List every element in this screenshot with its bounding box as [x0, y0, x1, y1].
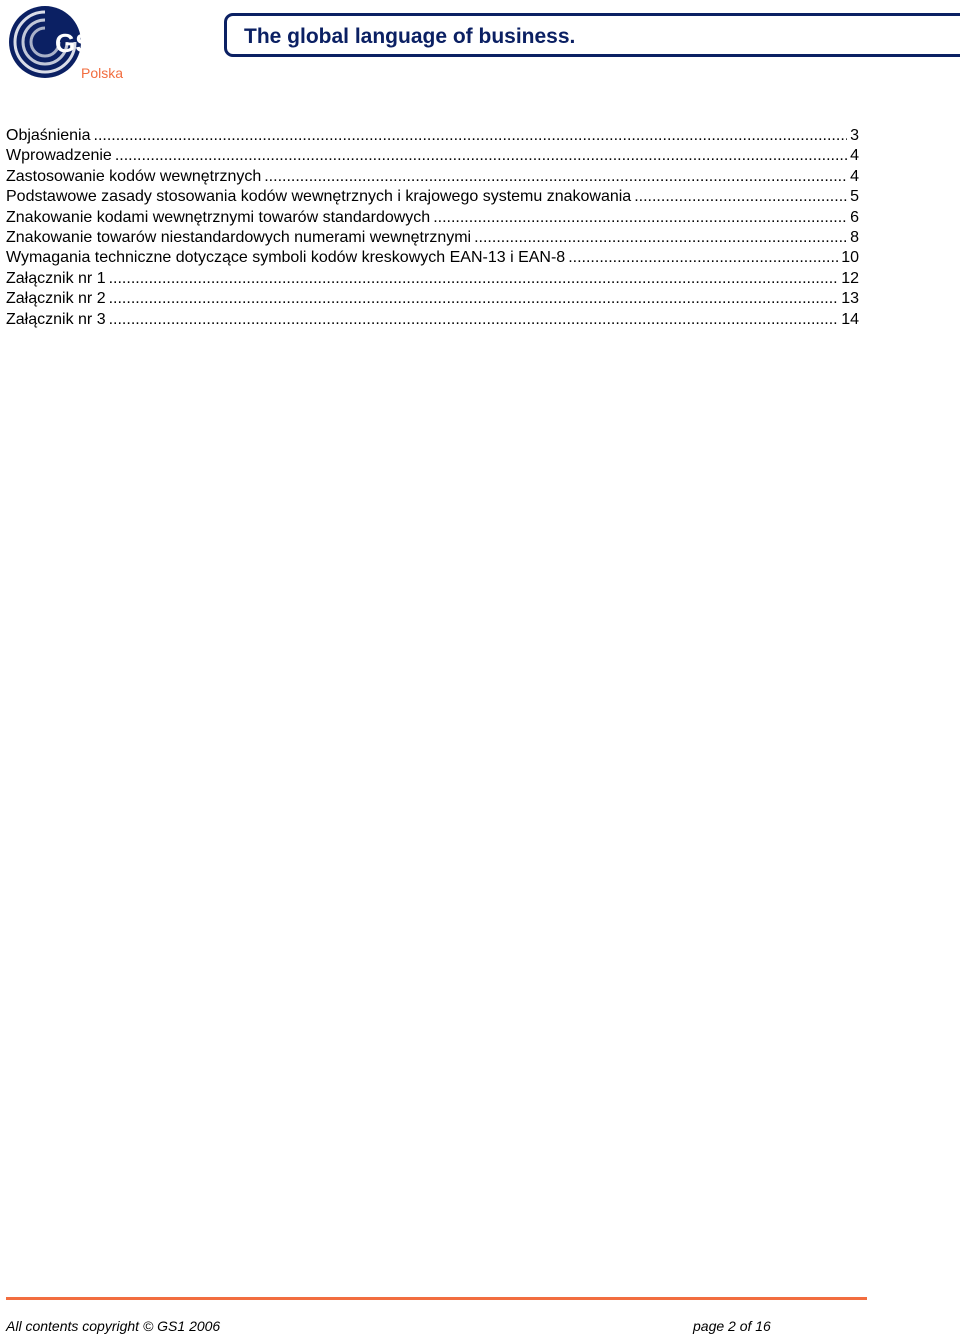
footer-divider — [6, 1297, 867, 1300]
toc-entry-page: 8 — [850, 228, 859, 246]
logo-subtext: Polska — [81, 65, 124, 81]
toc-entry[interactable] — [6, 269, 859, 289]
toc-entry-page: 5 — [850, 188, 859, 206]
toc-entry-page: 3 — [850, 127, 859, 144]
toc-entry-page: 4 — [850, 147, 859, 165]
toc-entry-page: 13 — [841, 290, 859, 308]
toc-entry[interactable] — [6, 126, 859, 146]
toc-entry[interactable] — [6, 248, 859, 268]
toc-leader-dots — [474, 228, 847, 248]
toc-entry[interactable] — [6, 167, 859, 187]
gs1-polska-logo — [5, 4, 130, 84]
toc-entry-title: Wprowadzenie — [6, 147, 112, 165]
toc-entry-page: 4 — [850, 167, 859, 185]
toc-entry-title: Załącznik nr 3 — [6, 310, 106, 328]
toc-entry-title: Podstawowe zasady stosowania kodów wewnętrznych i krajowego systemu znakowania — [6, 188, 632, 206]
toc-entry-title: Wymagania techniczne dotyczące symboli kodów kreskowych EAN-13 i EAN-8 — [6, 249, 566, 267]
logo-text: GS1 — [55, 28, 108, 58]
toc-leader-dots — [115, 146, 847, 166]
toc-entry-title: Objaśnienia — [6, 127, 91, 144]
toc-leader-dots — [568, 248, 838, 268]
toc-entry-page: 6 — [850, 208, 859, 226]
toc-leader-dots — [94, 126, 848, 146]
toc-entry-title: Zastosowanie kodów wewnętrznych — [6, 167, 262, 185]
tagline: The global language of business. — [244, 25, 576, 48]
toc-entry-page: 10 — [841, 249, 859, 267]
toc-leader-dots — [634, 187, 847, 207]
toc-leader-dots — [264, 167, 847, 187]
table-of-contents — [6, 126, 859, 330]
toc-entry-page: 12 — [841, 269, 859, 287]
toc-entry[interactable] — [6, 146, 859, 166]
toc-entry-title: Znakowanie kodami wewnętrznymi towarów standardowych — [6, 208, 431, 226]
toc-entry[interactable] — [6, 187, 859, 207]
toc-entry-title: Znakowanie towarów niestandardowych numerami wewnętrznymi — [6, 228, 472, 246]
toc-leader-dots — [109, 269, 839, 289]
footer-copyright: All contents copyright © GS1 2006 — [6, 1318, 221, 1334]
toc-leader-dots — [433, 208, 847, 228]
toc-leader-dots — [109, 289, 839, 309]
toc-entry[interactable] — [6, 289, 859, 309]
footer-page-number: page 2 of 16 — [693, 1318, 771, 1334]
toc-entry[interactable] — [6, 208, 859, 228]
toc-leader-dots — [109, 310, 839, 330]
tagline-banner — [224, 13, 960, 57]
toc-entry-page: 14 — [841, 310, 859, 328]
toc-entry-title: Załącznik nr 2 — [6, 290, 106, 308]
toc-entry-title: Załącznik nr 1 — [6, 269, 106, 287]
toc-entry[interactable] — [6, 228, 859, 248]
toc-entry[interactable] — [6, 310, 859, 330]
